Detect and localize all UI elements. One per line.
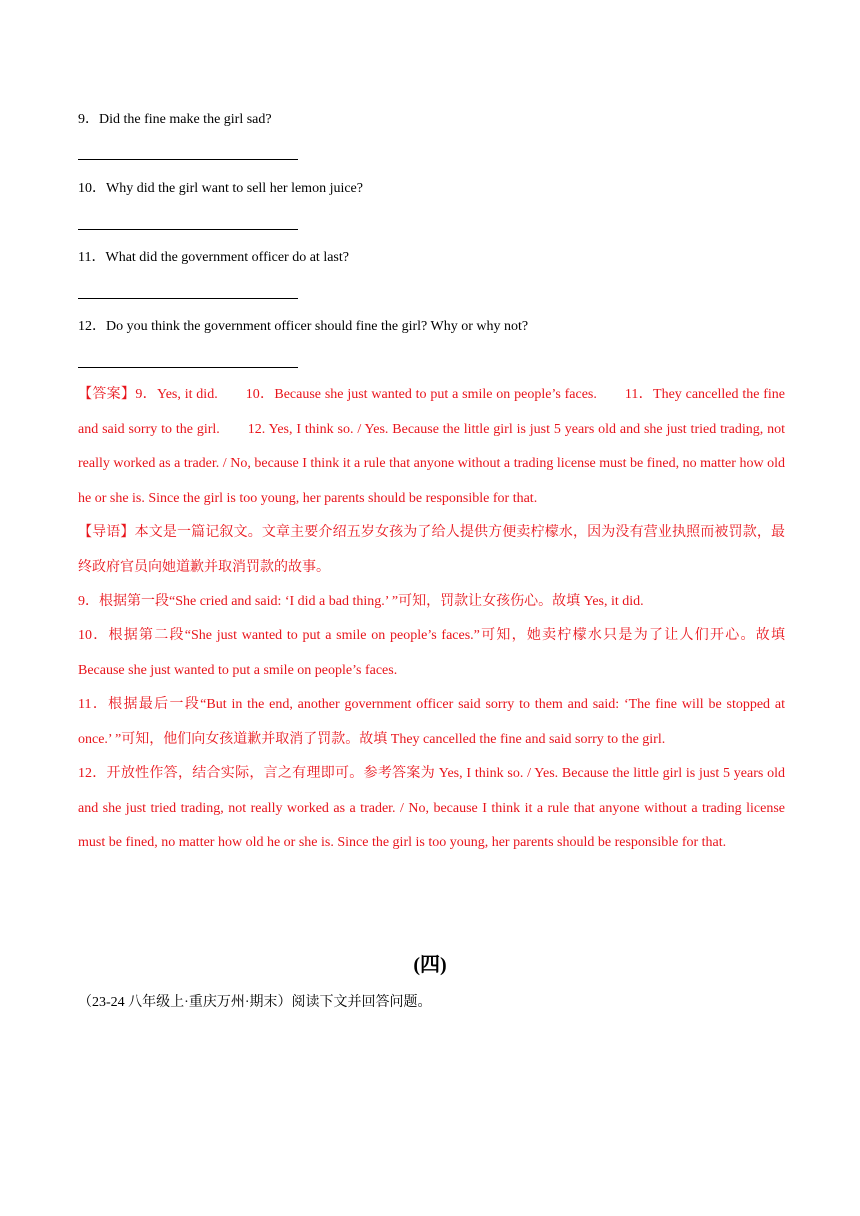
answer-11-part2: the fine and said sorry to the girl. (78, 387, 786, 437)
answer-blank-10 (78, 229, 298, 230)
question-9 (78, 111, 272, 129)
question-number: 10． (78, 181, 106, 196)
guide-tag: 【导语】 (78, 525, 135, 540)
question-11 (78, 249, 349, 267)
question-text: Did the fine make the girl sad? (99, 112, 272, 127)
section-source: （23-24 八年级上·重庆万州·期末）阅读下文并回答问题。 (78, 995, 432, 1010)
answer-12: 12. Yes, I think so. / Yes. Because the little girl is just 5 years old and she just tried trading, not really worked as a trader. / No, because I think it a rule that anyone without a trading license must be fined, no matter how old he or she is. Since the girl is too young, her parents should be responsible for that. (78, 421, 785, 506)
answer-paragraph (78, 378, 785, 516)
answer-9: 9．Yes, it did. (135, 387, 218, 402)
explanation-9: 9．根据第一段“She cried and said: ‘I did a bad thing.’ ”可知，罚款让女孩伤心。故填 Yes, it did. (78, 594, 644, 609)
question-12 (78, 318, 528, 336)
explanation-11: 11．根据最后一段“But in the end, another government officer said sorry to them and said: ‘The fine will be stopped at once.’ ”可知，他们向女孩道歉并取消了罚款。故填 They cancelled the fine and said sorry to the girl. (78, 697, 785, 747)
answer-blank-11 (78, 298, 298, 299)
explanation-10: 10．根据第二段“She just wanted to put a smile on people’s faces.”可知，她卖柠檬水只是为了让人们开心。故填 Because she just wanted to put a smile on people’s faces. (78, 628, 785, 678)
answer-10: 10．Because she just wanted to put a smile on people’s faces. (245, 387, 597, 402)
question-text: Why did the girl want to sell her lemon juice? (106, 181, 363, 196)
question-number: 12． (78, 319, 106, 334)
question-number: 9． (78, 112, 99, 127)
answer-blank-12 (78, 367, 298, 368)
question-text: What did the government officer do at last? (105, 250, 349, 265)
answer-11-part1: 11．They cancelled (624, 387, 739, 402)
explanation-12: 12．开放性作答，结合实际，言之有理即可。参考答案为 Yes, I think so. / Yes. Because the little girl is just 5 years old and she just tried trading, not really worked as a trader. / No, because I think it a rule that anyone without a trading license must be fined, no matter how old he or she is. Since the girl is too young, her parents should be responsible for that. (78, 766, 785, 850)
question-number: 11． (78, 250, 106, 265)
guide-paragraph (78, 516, 785, 585)
guide-text: 本文是一篇记叙文。文章主要介绍五岁女孩为了给人提供方便卖柠檬水，因为没有营业执照而被罚款，最终政府官员向她道歉并取消罚款的故事。 (78, 525, 786, 575)
question-10 (78, 180, 363, 198)
question-text: Do you think the government officer should fine the girl? Why or why not? (106, 319, 529, 334)
section-title: (四) (413, 954, 447, 976)
answer-tag: 【答案】 (78, 387, 136, 402)
answer-blank-9 (78, 159, 298, 160)
